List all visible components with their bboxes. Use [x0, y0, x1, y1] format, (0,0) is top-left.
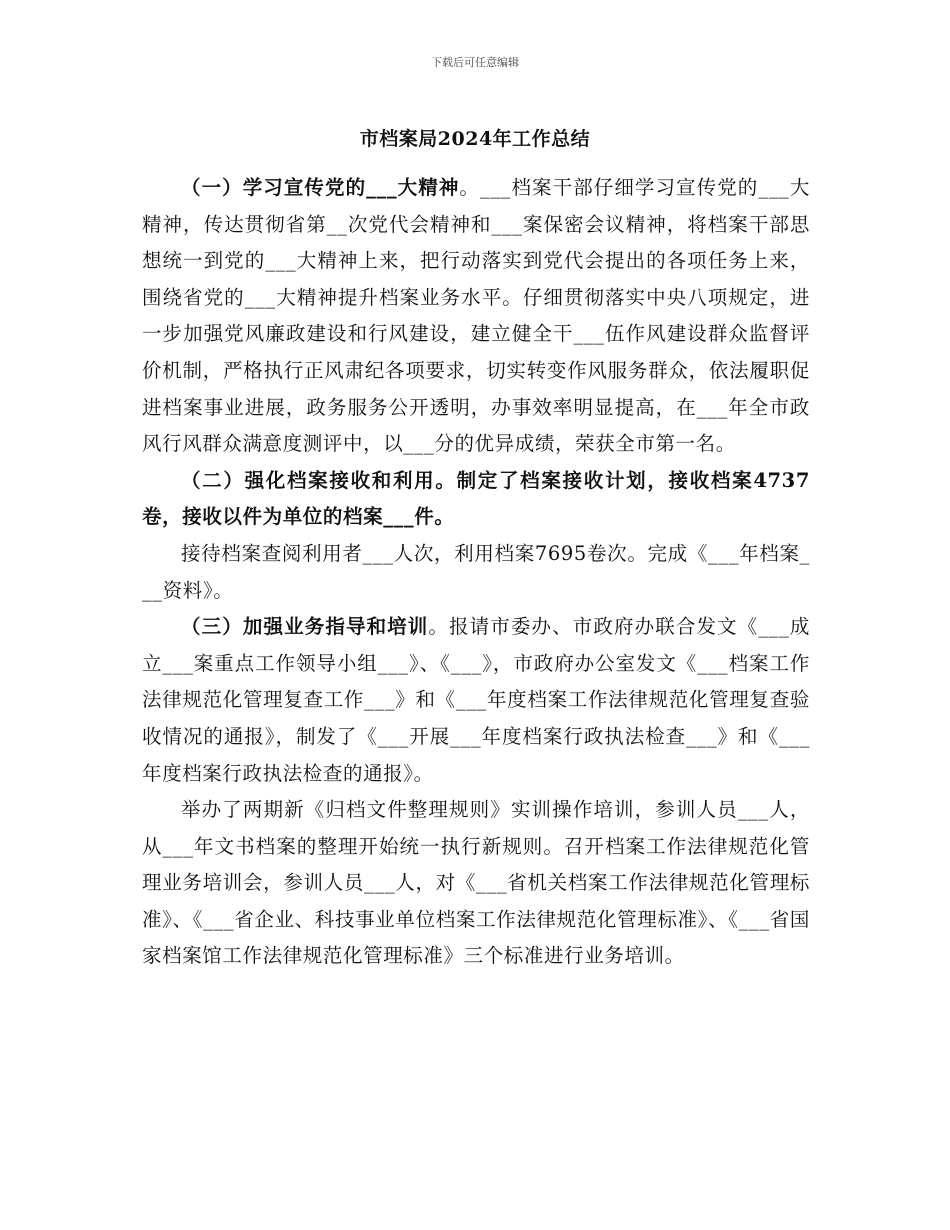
paragraph-lead: （二）强化档案接收和利用。制定了档案接收计划，接收档案4737卷，接收以件为单位的档案___件。	[142, 468, 810, 529]
paragraph-training	[142, 792, 810, 975]
header-note: 下载后可任意编辑	[431, 56, 519, 69]
paragraph-business-guidance	[142, 609, 810, 792]
paragraph-text: 。报请市委办、市政府办联合发文《___成立___案重点工作领导小组___》、《___》，市政府办公室发文《___档案工作法律规范化管理复查工作___》和《___年度档案工作法律规范化管理复查验收情况的通报》，制发了《___开展___年度档案行政执法检查___》和《___年度档案行政执法检查的通报》。	[142, 615, 810, 785]
document-title: 市档案局2024年工作总结	[359, 128, 591, 150]
paragraph-archive-receiving	[142, 463, 810, 536]
paragraph-lead: （一）学习宣传党的___大精神	[181, 176, 460, 199]
paragraph-text: 接待档案查阅利用者___人次，利用档案7695卷次。完成《___年档案___资料》。	[142, 541, 810, 602]
paragraph-lead: （三）加强业务指导和培训	[181, 615, 429, 639]
paragraph-text: 举办了两期新《归档文件整理规则》实训操作培训，参训人员___人，从___年文书档案的整理开始统一执行新规则。召开档案工作法律规范化管理业务培训会，参训人员___人，对《___省机关档案工作法律规范化管理标准》、《___省企业、科技事业单位档案工作法律规范化管理标准》、《___省国家档案馆工作法律规范化管理标准》三个标准进行业务培训。	[142, 798, 810, 968]
paragraph-study-party-spirit	[142, 170, 810, 463]
paragraph-text: 。___档案干部仔细学习宣传党的___大精神，传达贯彻省第__次党代会精神和___案保密会议精神，将档案干部思想统一到党的___大精神上来，把行动落实到党代会提出的各项任务上来，围绕省党的___大精神提升档案业务水平。仔细贯彻落实中央八项规定，进一步加强党风廉政建设和行风建设，建立健全干___伍作风建设群众监督评价机制，严格执行正风肃纪各项要求，切实转变作风服务群众，依法履职促进档案事业进展，政务服务公开透明，办事效率明显提高，在___年全市政风行风群众满意度测评中，以___分的优异成绩，荣获全市第一名。	[142, 176, 810, 456]
paragraph-archive-usage	[142, 536, 810, 609]
document-body	[142, 170, 810, 975]
